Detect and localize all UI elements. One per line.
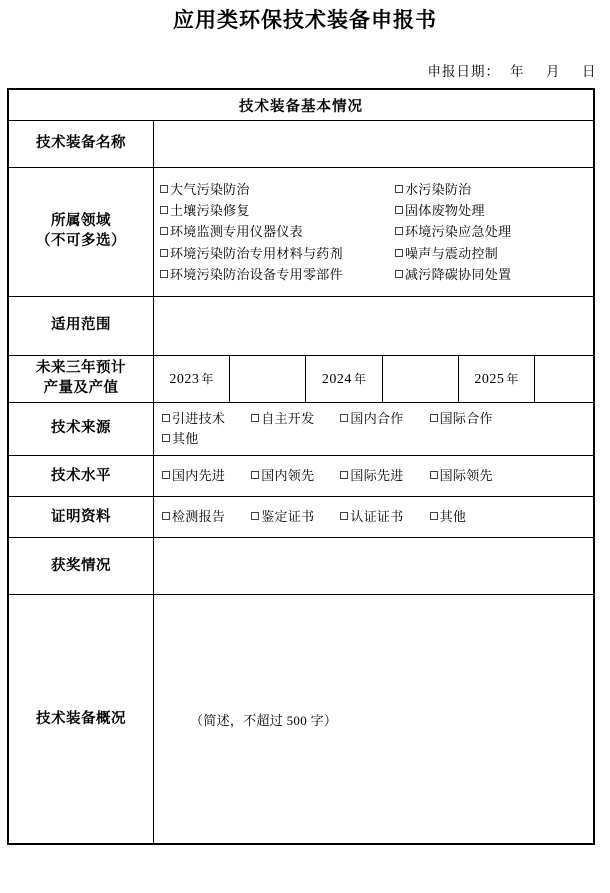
option-label: 土壤污染修复 <box>169 203 250 219</box>
checkbox-icon[interactable] <box>340 471 348 479</box>
label-source: 技术来源 <box>8 403 153 456</box>
label-forecast-line1: 未来三年预计 <box>35 360 126 377</box>
table-row-field <box>8 168 594 297</box>
checkbox-option-international-advanced[interactable] <box>340 466 403 486</box>
checkbox-option-international-leading[interactable] <box>430 466 493 486</box>
label-proof: 证明资料 <box>8 497 153 538</box>
forecast-year-2024-unit: 年 <box>353 372 367 386</box>
forecast-year-2023-number: 2023 <box>169 372 200 387</box>
application-form-table <box>7 88 595 845</box>
checkbox-option-domestic-advanced[interactable] <box>162 466 225 486</box>
checkbox-option-noise-vibration[interactable] <box>395 243 593 264</box>
table-row-overview <box>8 595 594 845</box>
input-forecast-2023[interactable] <box>230 356 306 403</box>
checkbox-option-solid-waste[interactable] <box>395 200 593 221</box>
checkbox-icon[interactable] <box>251 471 259 479</box>
option-label: 引进技术 <box>171 411 226 426</box>
option-label: 国际领先 <box>439 468 493 484</box>
input-awards[interactable] <box>153 538 594 595</box>
option-label: 国内合作 <box>350 411 404 426</box>
input-overview[interactable] <box>153 595 594 845</box>
checkbox-option-certification-certificate[interactable] <box>340 507 403 527</box>
checkbox-option-proof-other[interactable] <box>430 507 467 527</box>
table-row-awards <box>8 538 594 595</box>
forecast-year-2025 <box>458 356 534 403</box>
table-row-source <box>8 403 594 456</box>
page-title: 应用类环保技术装备申报书 <box>173 8 437 32</box>
label-overview: 技术装备概况 <box>8 595 153 845</box>
option-label: 环境监测专用仪器仪表 <box>169 224 303 240</box>
option-label: 环境污染防治专用材料与药剂 <box>169 245 343 261</box>
forecast-year-2023-unit: 年 <box>201 372 214 386</box>
checkbox-icon[interactable] <box>160 249 168 257</box>
checkbox-option-soil-remediation[interactable] <box>160 200 395 221</box>
table-row-forecast <box>8 356 594 403</box>
option-label: 检测报告 <box>171 509 226 525</box>
checkbox-option-air-pollution[interactable] <box>160 179 395 200</box>
checkbox-option-equipment-parts[interactable] <box>160 264 395 285</box>
checkbox-option-domestic-cooperation[interactable] <box>340 409 403 429</box>
label-scope: 适用范围 <box>8 297 153 356</box>
checkbox-icon[interactable] <box>430 471 438 479</box>
overview-hint: （简述，不超过 500 字） <box>189 712 338 728</box>
checkbox-icon[interactable] <box>251 512 259 520</box>
table-row-level <box>8 456 594 497</box>
forecast-year-2024-number: 2024 <box>321 372 352 387</box>
source-options-cell <box>153 403 594 456</box>
field-options-right <box>395 179 593 284</box>
checkbox-icon[interactable] <box>395 206 403 214</box>
checkbox-icon[interactable] <box>340 512 348 520</box>
input-forecast-2024[interactable] <box>382 356 458 403</box>
label-forecast <box>8 356 153 403</box>
option-label: 水污染防治 <box>404 182 472 198</box>
input-equipment-name[interactable] <box>153 121 594 168</box>
label-forecast-line2: 产量及产值 <box>43 380 119 396</box>
forecast-year-2025-unit: 年 <box>506 372 519 386</box>
label-equipment-name: 技术装备名称 <box>8 121 153 168</box>
checkbox-option-international-cooperation[interactable] <box>430 409 493 429</box>
input-scope[interactable] <box>153 297 594 356</box>
option-label: 固体废物处理 <box>404 203 485 219</box>
checkbox-icon[interactable] <box>251 414 259 422</box>
proof-option-group <box>154 501 593 533</box>
table-row-equipment-name <box>8 121 594 168</box>
option-label: 减污降碳协同处置 <box>404 266 512 282</box>
checkbox-icon[interactable] <box>430 512 438 520</box>
checkbox-option-materials-agents[interactable] <box>160 243 395 264</box>
checkbox-option-pollution-carbon-reduction[interactable] <box>395 264 593 285</box>
date-day-unit[interactable]: 日 <box>582 64 596 79</box>
checkbox-option-self-developed[interactable] <box>251 409 314 429</box>
checkbox-icon[interactable] <box>160 270 168 278</box>
checkbox-icon[interactable] <box>162 512 170 520</box>
proof-options-cell <box>153 497 594 538</box>
input-forecast-2025[interactable] <box>535 356 594 403</box>
checkbox-icon[interactable] <box>395 270 403 278</box>
date-month-unit[interactable]: 月 <box>546 64 560 79</box>
checkbox-icon[interactable] <box>340 414 348 422</box>
option-label: 国际先进 <box>350 468 404 484</box>
level-option-group <box>154 460 593 492</box>
option-label: 环境污染应急处理 <box>404 224 512 240</box>
level-options-cell <box>153 456 594 497</box>
checkbox-option-source-other[interactable] <box>162 429 587 449</box>
label-level: 技术水平 <box>8 456 153 497</box>
forecast-year-2024 <box>306 356 382 403</box>
option-label: 鉴定证书 <box>261 509 315 525</box>
checkbox-icon[interactable] <box>160 227 168 235</box>
checkbox-option-introduced-tech[interactable] <box>162 409 225 429</box>
checkbox-option-monitoring-instruments[interactable] <box>160 221 395 242</box>
table-row-proof <box>8 497 594 538</box>
application-date-line <box>428 60 597 80</box>
checkbox-icon[interactable] <box>162 434 170 442</box>
forecast-year-2025-number: 2025 <box>474 372 505 387</box>
option-label: 其他 <box>171 431 199 447</box>
date-year-unit[interactable]: 年 <box>510 64 524 79</box>
option-label: 自主开发 <box>261 411 315 426</box>
application-date-label: 申报日期： <box>427 64 500 79</box>
section-header-cell: 技术装备基本情况 <box>8 89 594 121</box>
option-label: 国内先进 <box>171 468 226 484</box>
field-options-left <box>160 179 395 284</box>
option-label: 环境污染防治设备专用零部件 <box>169 266 343 282</box>
option-label: 大气污染防治 <box>169 182 250 198</box>
checkbox-icon[interactable] <box>430 414 438 422</box>
checkbox-option-emergency-response[interactable] <box>395 221 593 242</box>
checkbox-icon[interactable] <box>160 185 168 193</box>
table-row-scope <box>8 297 594 356</box>
checkbox-icon[interactable] <box>162 414 170 422</box>
checkbox-icon[interactable] <box>395 249 403 257</box>
source-option-group <box>154 403 593 455</box>
forecast-year-2023 <box>153 356 229 403</box>
field-option-columns <box>154 172 593 291</box>
checkbox-option-appraisal-certificate[interactable] <box>251 507 314 527</box>
checkbox-icon[interactable] <box>160 206 168 214</box>
checkbox-icon[interactable] <box>395 185 403 193</box>
label-field-line1: 所属领域 <box>50 213 111 230</box>
label-field-line2: （不可多选） <box>35 233 126 249</box>
checkbox-option-water-pollution[interactable] <box>395 179 593 200</box>
label-awards: 获奖情况 <box>8 538 153 595</box>
checkbox-icon[interactable] <box>162 471 170 479</box>
option-label: 认证证书 <box>350 509 404 525</box>
option-label: 国际合作 <box>439 411 493 426</box>
option-label: 国内领先 <box>261 468 315 484</box>
option-label: 噪声与震动控制 <box>404 245 499 261</box>
option-label: 其他 <box>439 509 467 525</box>
checkbox-option-domestic-leading[interactable] <box>251 466 314 486</box>
field-options-cell <box>153 168 594 297</box>
checkbox-icon[interactable] <box>395 227 403 235</box>
checkbox-option-test-report[interactable] <box>162 507 225 527</box>
table-row-section-header <box>8 89 594 121</box>
label-field <box>8 168 153 297</box>
